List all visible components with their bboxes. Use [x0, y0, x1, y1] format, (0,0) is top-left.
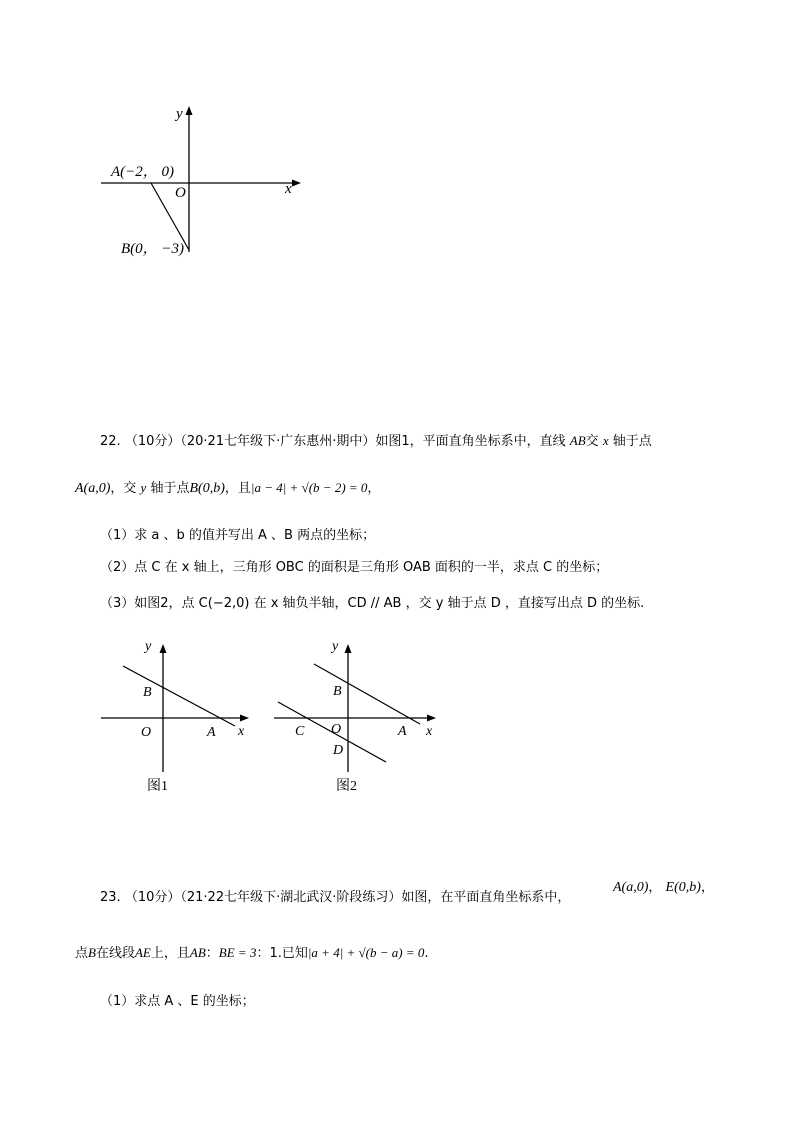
x-axis-label: x [426, 724, 433, 739]
q22-stem-text: ， [367, 481, 381, 496]
q22-point-b: B(0,b) [189, 481, 225, 496]
q23-stem-text: 在线段 [95, 946, 135, 961]
line-ab [123, 666, 235, 726]
q23-stem-text: ： [205, 946, 219, 961]
q22-y-var: y [140, 480, 147, 495]
q22-point-a: A(a,0) [75, 481, 111, 496]
q22-sub1: （1）求 a 、b 的值并写出 A 、B 两点的坐标； [100, 528, 376, 543]
q22-stem-line1 [100, 430, 652, 449]
q22-figure-2 [268, 632, 448, 797]
q23-stem-line2 [75, 942, 429, 961]
q22-stem-text: 如图1，平面直角坐标系中，直线 [375, 434, 566, 449]
q23-b-var: B [88, 945, 96, 960]
point-b-label: B [143, 685, 152, 700]
q23-score: （10分） [124, 890, 181, 905]
q23-ab-var: AB [189, 945, 206, 960]
point-a-label: A [398, 724, 407, 739]
q23-stem-text: ：1.已知 [256, 946, 308, 961]
y-axis-arrow [186, 106, 193, 115]
q23-stem-text: 上，且 [150, 946, 190, 961]
y-axis-label: y [145, 639, 152, 654]
q22-stem-line2 [75, 477, 380, 497]
q23-point-a: A(a,0) [613, 880, 649, 895]
q22-condition: |a − 4| + √(b − 2) = 0 [250, 480, 368, 495]
q23-stem-text: ， [700, 880, 714, 895]
q22-sub2: （2）点 C 在 x 轴上，三角形 OBC 的面积是三角形 OAB 面积的一半，求点 C 的坐标； [100, 560, 609, 575]
y-axis-arrow [160, 644, 167, 653]
x-axis-label: x [285, 181, 292, 197]
q22-number: 22. [100, 434, 121, 449]
q22-sub3: （3）如图2，点 C(−2,0) 在 x 轴负半轴，CD // AB ，交 y 轴于点 D ，直接写出点 D 的坐标. [100, 596, 645, 611]
q23-number: 23. [100, 890, 121, 905]
q22-line-ab: AB [569, 433, 586, 448]
x-axis-label: x [238, 724, 245, 739]
q23-separator: ， [648, 880, 662, 895]
x-axis-arrow [292, 180, 301, 187]
point-c-label: C [295, 724, 305, 739]
q22-stem-text: ，交 [110, 481, 137, 496]
origin-label: O [175, 185, 186, 201]
top-coordinate-figure [95, 100, 325, 270]
q23-ae-var: AE [134, 945, 151, 960]
y-axis-arrow [345, 644, 352, 653]
q22-stem-text: 轴于点 [150, 481, 190, 496]
q23-stem-text: . [424, 946, 429, 961]
q22-stem-text: ，且 [224, 481, 251, 496]
origin-label: O [331, 722, 342, 737]
q22-source: （20·21七年级下·广东惠州·期中） [180, 434, 376, 449]
q22-figure-1 [95, 632, 260, 797]
q23-stem-text: 如图，在平面直角坐标系中， [401, 890, 571, 905]
figure-caption: 图2 [336, 779, 357, 794]
q23-source: （21·22七年级下·湖北武汉·阶段练习） [180, 890, 402, 905]
q23-be-eq: BE = 3 [218, 945, 257, 960]
figure-caption: 图1 [147, 779, 168, 794]
q23-sub1: （1）求点 A 、E 的坐标； [100, 994, 255, 1009]
y-axis-label: y [332, 639, 339, 654]
origin-label: O [141, 725, 152, 740]
point-b-label: B [333, 684, 342, 699]
y-axis-label: y [176, 106, 183, 122]
q23-condition: |a + 4| + √(b − a) = 0 [307, 945, 425, 960]
q22-stem-text: 轴于点 [612, 434, 652, 449]
point-a-label: A(−2， 0) [111, 164, 175, 180]
q23-stem-line1 [100, 886, 570, 905]
point-a-label: A [207, 725, 216, 740]
line-ab [314, 664, 420, 724]
q22-x-var: x [602, 433, 609, 448]
q22-score: （10分） [124, 434, 181, 449]
point-b-label: B(0， −3) [121, 241, 185, 257]
x-axis-arrow [240, 715, 249, 722]
point-d-label: D [333, 743, 344, 758]
q22-stem-text: 交 [585, 434, 599, 449]
x-axis-arrow [427, 715, 436, 722]
q23-point-e: E(0,b) [665, 880, 701, 895]
q23-stem-text: 点 [75, 946, 89, 961]
q23-coordinates [613, 876, 714, 896]
